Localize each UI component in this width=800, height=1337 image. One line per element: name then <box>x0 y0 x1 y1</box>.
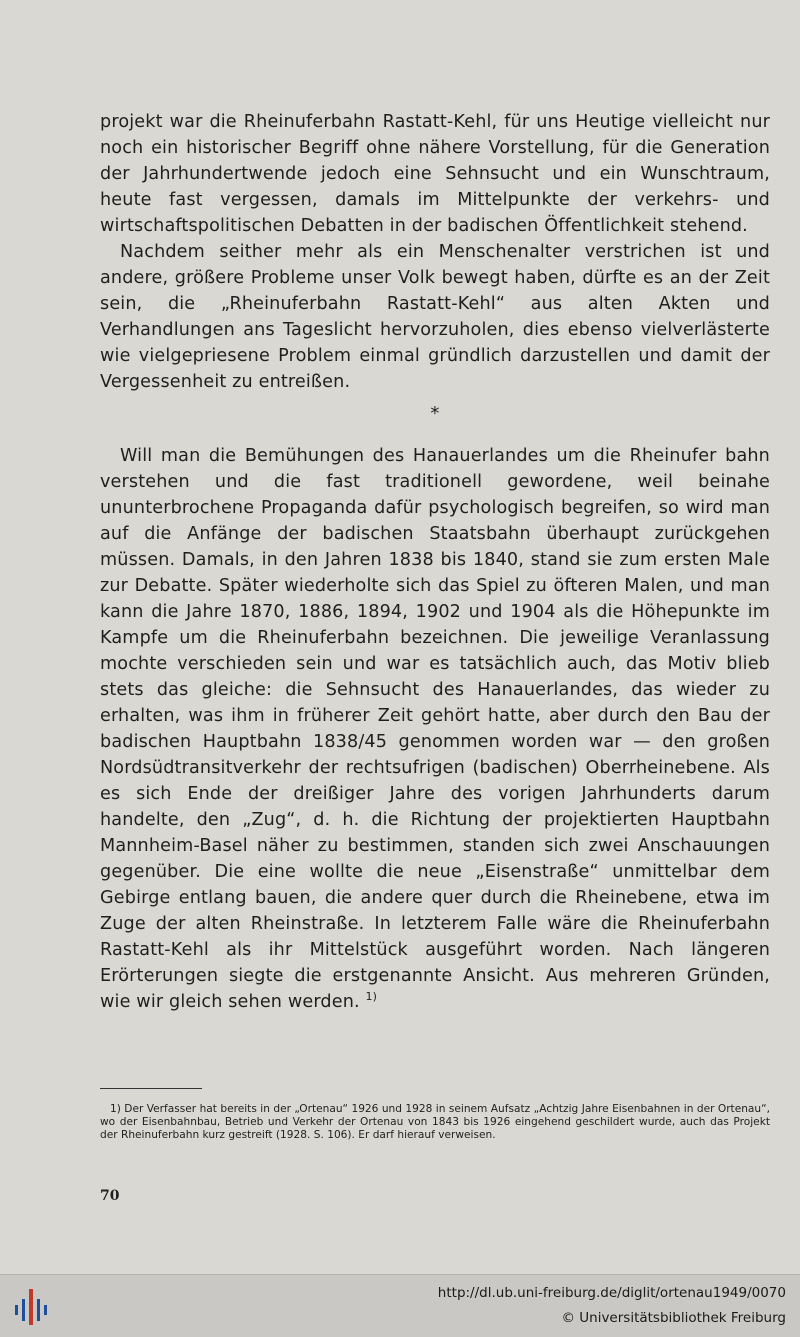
ub-freiburg-logo-icon[interactable] <box>10 1285 54 1329</box>
paragraph-3-text: Will man die Bemühungen des Hanauerlandes um die Rheinufer bahn verstehen und die fast traditionell gewordene, weil beinahe ununterbrochene Propaganda dafür psychologisch begreifen, so wird man auf die Anfänge der badischen Staatsbahn überhaupt zurückgehen müssen. Damals, in den Jahren 1838 bis 1840, stand sie zum ersten Male zur Debatte. Später wiederholte sich das Spiel zu öfteren Malen, und man kann die Jahre 1870, 1886, 1894, 1902 und 1904 als die Höhepunkte im Kampfe um die Rheinuferbahn bezeichnen. Die jeweilige Veranlassung mochte verschieden sein und war es tatsächlich auch, das Motiv blieb stets das gleiche: die Sehnsucht des Hanauerlandes, das wieder zu erhalten, was ihm in früherer Zeit gehört hatte, aber durch den Bau der badischen Hauptbahn 1838/45 genommen worden war — den großen Nordsüdtransitverkehr der rechtsufrigen (badischen) Oberrheinebene. Als es sich Ende der dreißiger Jahre des vorigen Jahrhunderts darum handelte, den „Zug“, d. h. die Richtung der projektierten Hauptbahn Mannheim-Basel näher zu bestimmen, standen sich zwei Anschauungen gegenüber. Die eine wollte die neue „Eisenstraße“ unmittelbar dem Gebirge entlang bauen, die andere quer durch die Rheinebene, etwa im Zuge der alten Rheinstraße. In letzterem Falle wäre die Rheinuferbahn Rastatt-Kehl als ihr Mittelstück ausgeführt worden. Nach längeren Erörterungen siegte die erstgenannte Ansicht. Aus mehreren Gründen, wie wir gleich sehen werden. <box>100 446 770 1012</box>
section-separator: * <box>430 403 440 424</box>
page-number: 70 <box>100 1188 120 1204</box>
footnote-divider <box>100 1088 202 1089</box>
logo-bar-right <box>44 1305 47 1315</box>
viewer-footer <box>0 1274 800 1337</box>
copyright-text: © Universitätsbibliothek Freiburg <box>561 1310 786 1326</box>
paragraph-1: projekt war die Rheinuferbahn Rastatt-Kehl, für uns Heutige vielleicht nur noch ein historischer Begriff ohne nähere Vorstellung, für die Generation der Jahrhundertwende jedoch eine Sehnsucht und ein Wunschtraum, heute fast vergessen, damals im Mittelpunkte der verkehrs- und wirtschaftspolitischen Debatten in der badischen Öffentlichkeit stehend. <box>100 112 770 236</box>
logo-bar-left <box>15 1305 18 1315</box>
footnote-reference[interactable]: 1) <box>365 990 378 1004</box>
footnote <box>100 1103 770 1142</box>
document-url[interactable]: http://dl.ub.uni-freiburg.de/diglit/ortenau1949/0070 <box>437 1285 786 1301</box>
footnote-text: 1) Der Verfasser hat bereits in der „Ortenau“ 1926 und 1928 in seinem Aufsatz „Achtzig Jahre Eisenbahnen in der Ortenau“, wo der Eisenbahnbau, Betrieb und Verkehr der Ortenau von 1843 bis 1926 eingehend geschildert wurde, auch das Projekt der Rheinuferbahn kurz gestreift (1928. S. 106). Er darf hierauf verweisen. <box>100 1103 770 1141</box>
logo-bar-4 <box>37 1299 40 1321</box>
paragraph-2: Nachdem seither mehr als ein Menschenalter verstrichen ist und andere, größere Probleme unser Volk bewegt haben, dürfte es an der Zeit sein, die „Rheinuferbahn Rastatt-Kehl“ aus alten Akten und Verhandlungen ans Tageslicht hervorzuholen, dies ebenso vielverlästerte wie vielgepriesene Problem einmal gründlich darzustellen und damit der Vergessenheit zu entreißen. <box>100 242 770 392</box>
paragraph-3 <box>100 443 770 1015</box>
body-text <box>100 109 770 1015</box>
logo-bar-center <box>29 1289 33 1325</box>
logo-bar-2 <box>22 1299 25 1321</box>
